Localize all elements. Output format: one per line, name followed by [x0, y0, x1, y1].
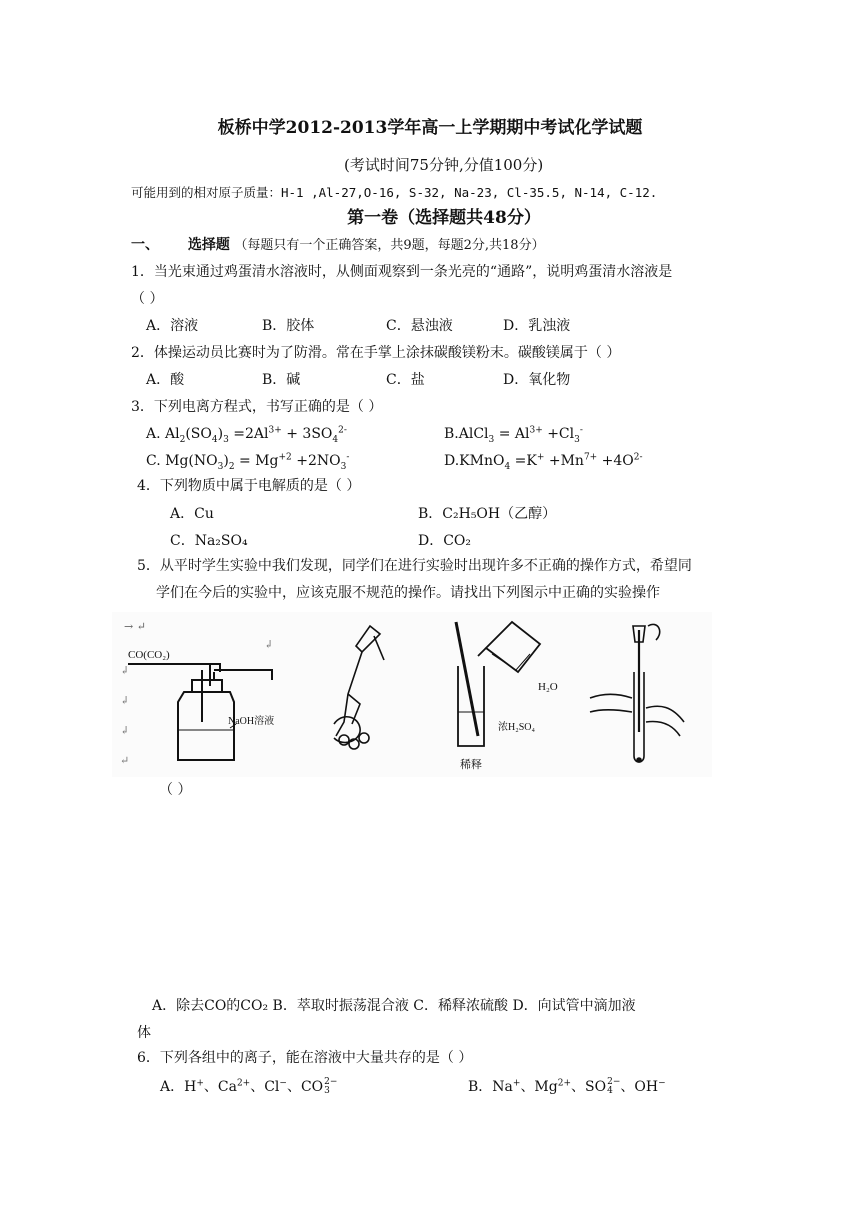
part1-heading: 第一卷（选择题共48分） — [347, 208, 541, 228]
label-dilute: 稀释 — [460, 759, 482, 771]
q4-option-d: D．CO₂ — [418, 533, 472, 549]
q1-option-a: A．溶液 — [146, 318, 199, 334]
label-water: H₂O — [538, 681, 558, 693]
q6-option-b: B．Na+、$Mg^{2+}$、SO2− 4 、OH− — [468, 1077, 666, 1096]
exam-info: (考试时间75分钟,分值100分) — [344, 156, 544, 174]
q1-option-b: B．胶体 — [262, 318, 315, 334]
q5-options-line2: 体 — [137, 1025, 151, 1041]
q3-option-b: B.AlCl$_3$ = $Al^{3+} +Cl_3^-$ — [444, 425, 583, 445]
q2-option-c: C．盐 — [386, 372, 425, 388]
q1-stem: 1．当光束通过鸡蛋清水溶液时，从侧面观察到一条光亮的“通路”，说明鸡蛋清水溶液是 — [131, 264, 673, 280]
section1-note: （每题只有一个正确答案，共9题，每题2分,共18分） — [234, 238, 545, 253]
label-naoh: NaOH溶液 — [228, 716, 275, 727]
label-acid: 浓H₂SO₄ — [498, 722, 535, 733]
svg-text:→ ↵: → ↵ — [124, 620, 146, 633]
q6-stem: 6．下列各组中的离子，能在溶液中大量共存的是（ ） — [137, 1050, 473, 1066]
svg-text:↲: ↲ — [120, 724, 130, 737]
q2-option-a: A．酸 — [146, 372, 185, 388]
q2-stem: 2．体操运动员比赛时为了防滑。常在手掌上涂抹碳酸镁粉末。碳酸镁属于（ ） — [131, 345, 621, 361]
q1-option-c: C．悬浊液 — [386, 318, 453, 334]
experiment-figure — [112, 612, 712, 777]
separatory-funnel-shake — [334, 626, 384, 749]
q4-option-c: C．Na₂SO₄ — [170, 533, 248, 549]
svg-text:↲: ↲ — [120, 694, 130, 707]
q1-option-d: D．乳浊液 — [503, 318, 571, 334]
section1-number: 一、 — [131, 237, 159, 253]
q3-option-a: A. $Al_2(SO_4)_3 =2Al^{3+} + 3SO_4^{2-}$ — [146, 425, 347, 445]
q2-option-b: B．碱 — [262, 372, 301, 388]
q4-stem: 4．下列物质中属于电解质的是（ ） — [137, 478, 361, 494]
q4-option-b: B．C₂H₅OH（乙醇） — [418, 506, 557, 522]
q1-blank: （ ） — [131, 291, 164, 307]
q4-option-a: A．Cu — [170, 506, 214, 522]
test-tube-dropper — [590, 624, 684, 762]
label-gas: CO(CO₂) — [128, 649, 170, 661]
svg-text:↵: ↵ — [120, 754, 130, 767]
atomic-masses: 可能用到的相对原子质量：H-1 ,Al-27,O-16, S-32, Na-23, Cl-35.5, N-14, C-12. — [131, 185, 658, 200]
experiment-illustrations — [112, 612, 712, 777]
svg-text:↲: ↲ — [120, 664, 130, 677]
page-title: 板桥中学2012-2013学年高一上学期期中考试化学试题 — [217, 118, 643, 138]
gas-washing-bottle — [128, 664, 275, 760]
q3-stem: 3．下列电离方程式，书写正确的是（ ） — [131, 399, 383, 415]
q6-option-a: A．H+、$Ca^{2+}$、Cl−、CO2− 3 — [160, 1077, 338, 1096]
q5-blank: （ ） — [159, 782, 192, 798]
q2-option-d: D．氧化物 — [503, 372, 571, 388]
q5-stem-line2: 学们在今后的实验中，应该克服不规范的操作。请找出下列图示中正确的实验操作 — [156, 585, 660, 601]
q5-stem-line1: 5．从平时学生实验中我们发现，同学们在进行实验时出现许多不正确的操作方式，希望同 — [137, 558, 692, 574]
q3-option-d: D.KMnO$_4$ $=K^+ +Mn^{7+} +4O^{2-}$ — [444, 452, 643, 472]
q3-option-c: C. $Mg(NO_3)_2 = Mg^{+2} +2NO_3^-$ — [146, 452, 350, 472]
section1-name: 选择题 — [187, 237, 230, 253]
section1-heading — [131, 235, 545, 256]
q5-options-line1: A．除去CO的CO₂ B．萃取时振荡混合液 C．稀释浓硫酸 D．向试管中滴加液 — [152, 998, 636, 1014]
svg-text:↲: ↲ — [264, 638, 274, 651]
